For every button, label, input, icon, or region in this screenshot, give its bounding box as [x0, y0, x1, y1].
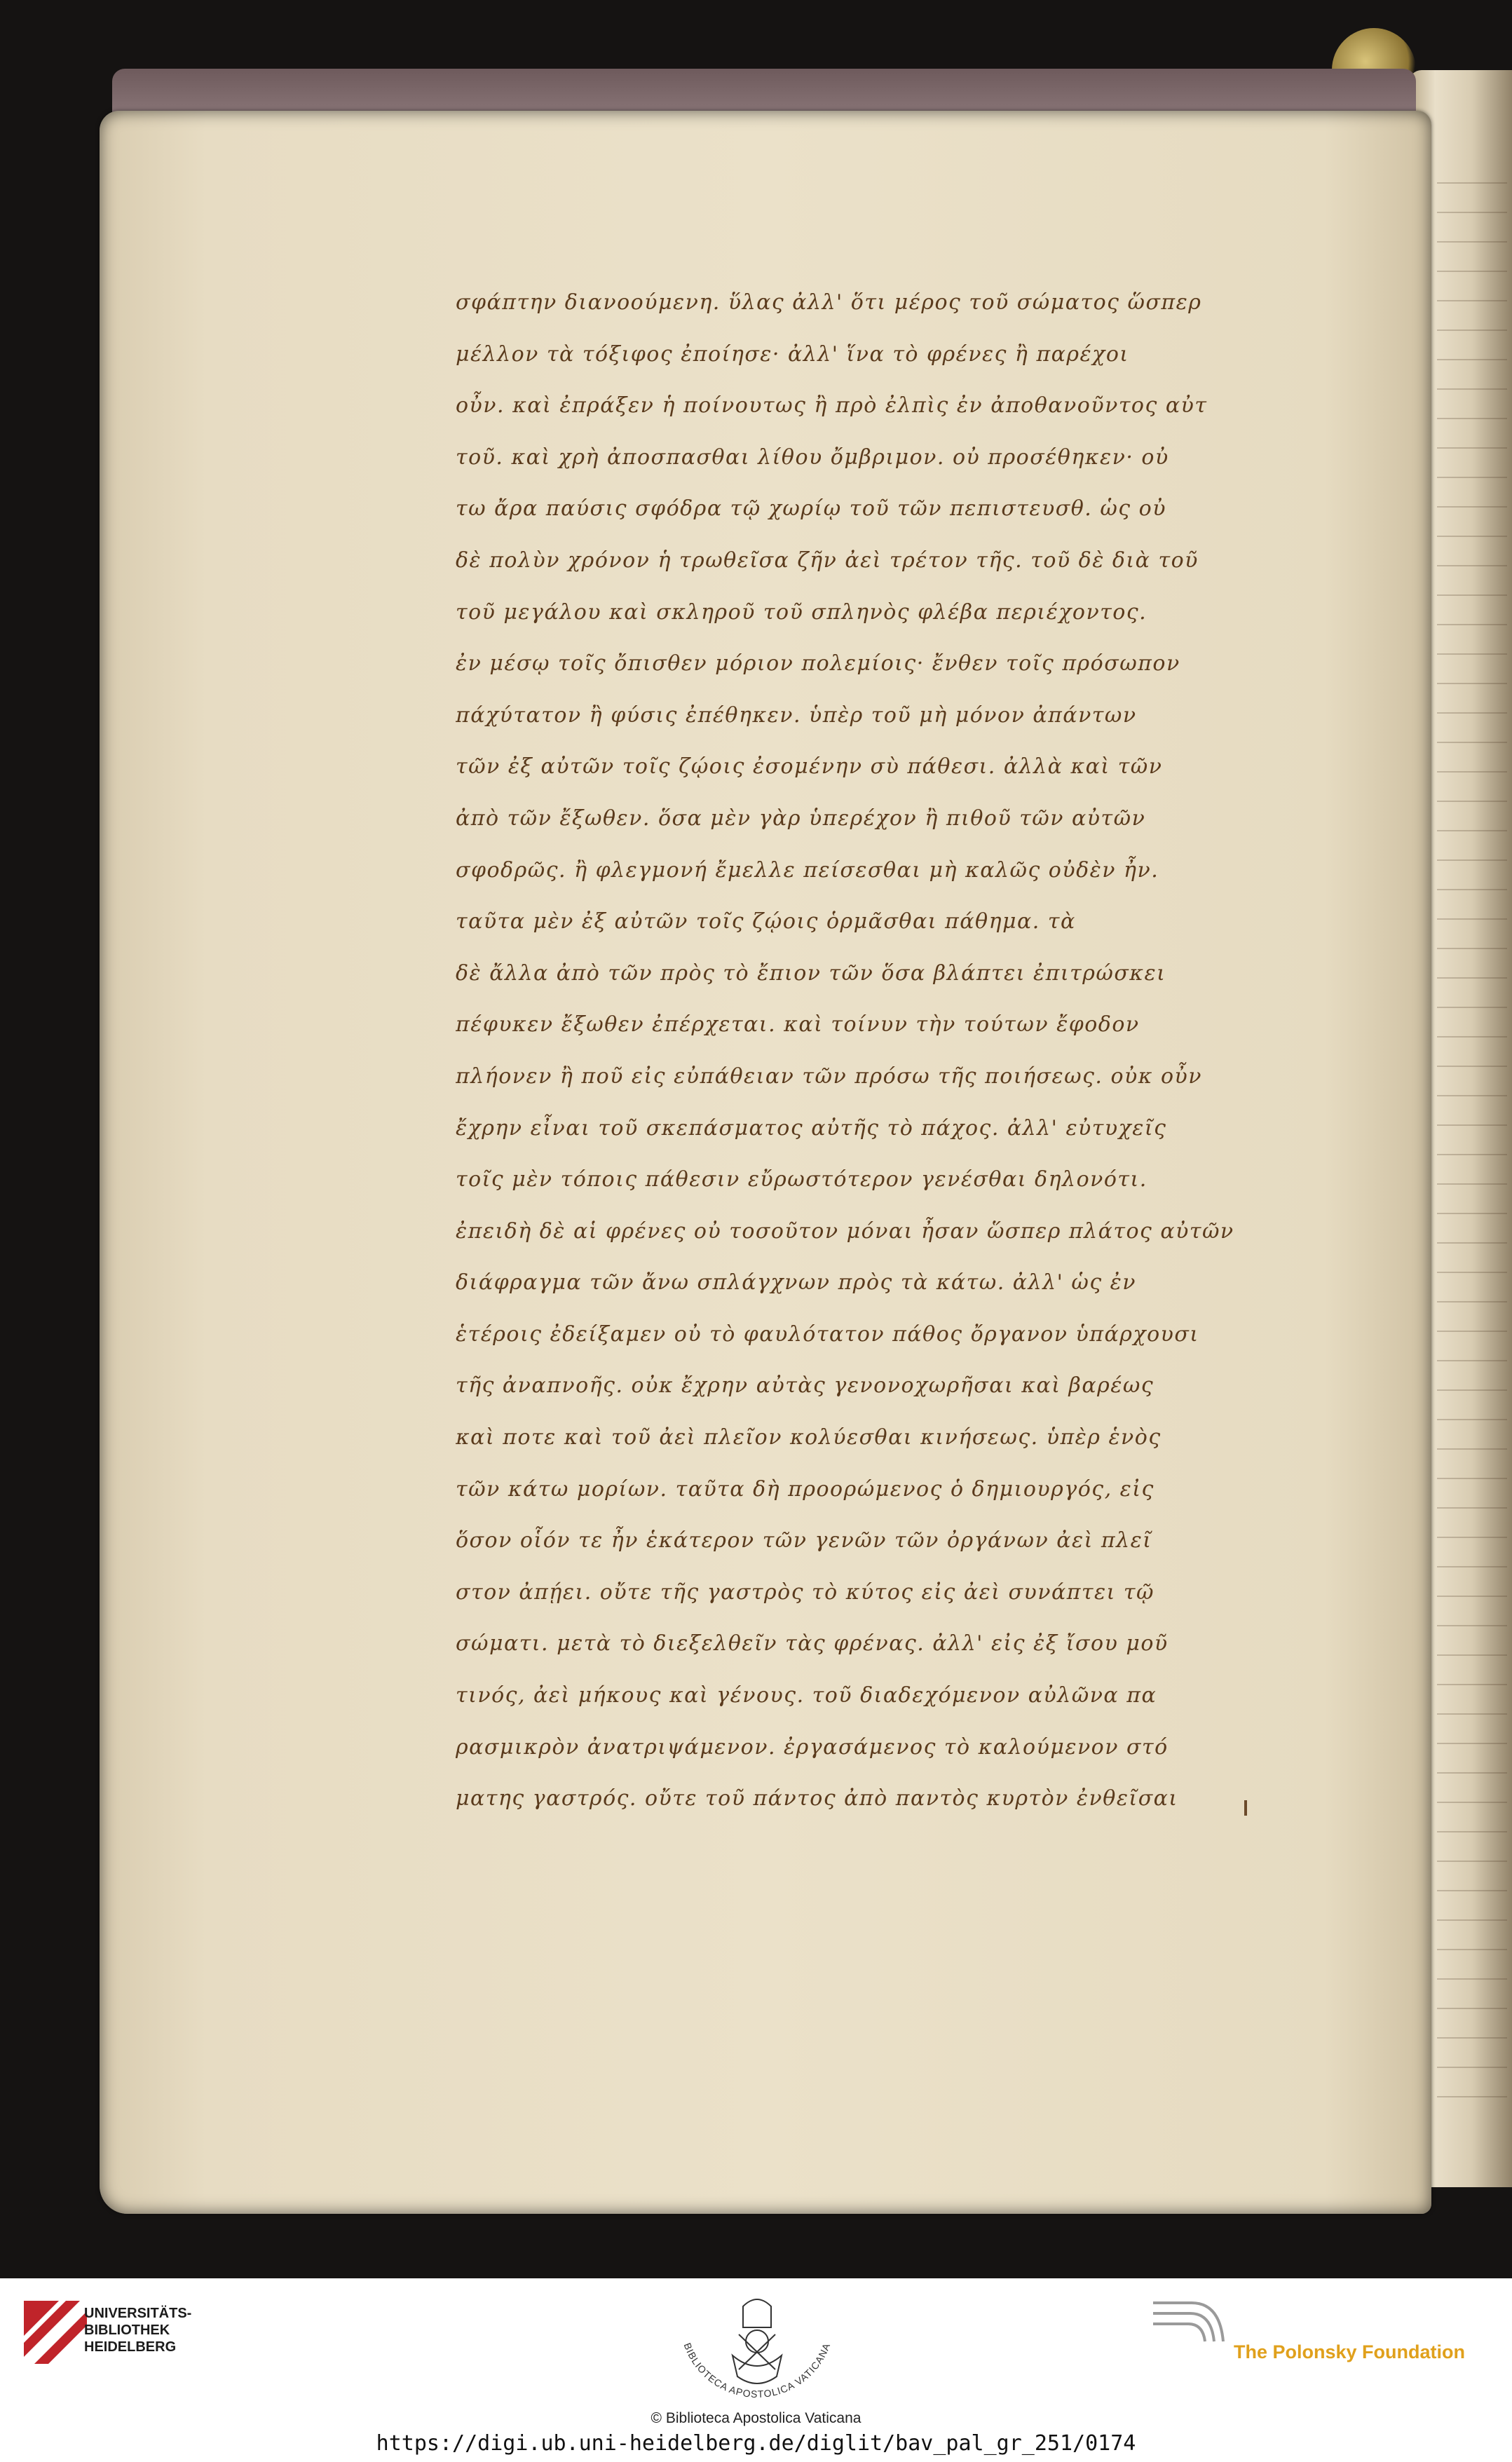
bav-seal-text: BIBLIOTECA APOSTOLICA VATICANA: [681, 2341, 833, 2400]
vatican-library-seal-icon: [666, 2292, 848, 2419]
ub-name-line: UNIVERSITÄTS-: [84, 2306, 192, 2321]
page-url[interactable]: https://digi.ub.uni-heidelberg.de/diglit/bav_pal_gr_251/0174: [376, 2431, 1136, 2456]
manuscript-line: τοῖς μὲν τόποις πάθεσιν εὔρωστότερον γενέσθαι δηλονότι.: [456, 1167, 1147, 1192]
ub-heidelberg-name[interactable]: [84, 2305, 191, 2355]
manuscript-line: ταῦτα μὲν ἐξ αὐτῶν τοῖς ζῴοις ὁρμᾶσθαι πάθημα. τὰ: [456, 909, 1076, 934]
folio-mark: [1244, 1800, 1247, 1816]
manuscript-line: σώματι. μετὰ τὸ διεξελθεῖν τὰς φρένας. ἀλλ' εἰς ἐξ ἴσου μοῦ: [456, 1631, 1169, 1657]
manuscript-line: τῶν ἐξ αὐτῶν τοῖς ζῴοις ἐσομένην σὺ πάθεσι. ἀλλὰ καὶ τῶν: [456, 754, 1163, 780]
footer: [0, 2278, 1512, 2462]
polonsky-foundation-logo-icon[interactable]: [1150, 2292, 1227, 2369]
manuscript-line: οὖν. καὶ ἐπράξεν ἡ ποίνουτως ἢ πρὸ ἐλπὶς ἐν ἀποθανοῦντος αὐτ: [456, 393, 1208, 419]
manuscript-text: [456, 277, 1297, 1825]
manuscript-line: τῆς ἀναπνοῆς. οὐκ ἔχρην αὐτὰς γενονοχωρῆσαι καὶ βαρέως: [456, 1373, 1155, 1399]
svg-text:BIBLIOTECA APOSTOLICA VATICANA: [682, 2341, 833, 2400]
manuscript-line: ἔχρην εἶναι τοῦ σκεπάσματος αὐτῆς τὸ πάχος. ἀλλ' εὐτυχεῖς: [456, 1115, 1167, 1141]
manuscript-line: τω ἄρα παύσις σφόδρα τῷ χωρίῳ τοῦ τῶν πεπιστευσθ. ὡς οὐ: [456, 496, 1166, 522]
manuscript-line: μέλλον τὰ τόξιφος ἐποίησε· ἀλλ' ἵνα τὸ φρένες ἢ παρέχοι: [456, 341, 1129, 367]
manuscript-line: ἑτέροις ἐδείξαμεν οὐ τὸ φαυλότατον πάθος ὄργανον ὑπάρχουσι: [456, 1321, 1199, 1347]
manuscript-line: πλήονεν ἢ ποῦ εἰς εὐπάθειαν τῶν πρόσω τῆς ποιήσεως. οὐκ οὖν: [456, 1063, 1203, 1089]
manuscript-line: δὲ ἄλλα ἀπὸ τῶν πρὸς τὸ ἔπιον τῶν ὅσα βλάπτει ἐπιτρώσκει: [456, 960, 1166, 986]
manuscript-line: ἐν μέσῳ τοῖς ὄπισθεν μόριον πολεμίοις· ἔνθεν τοῖς πρόσωπον: [456, 651, 1180, 676]
ub-heidelberg-logo-icon[interactable]: [17, 2294, 94, 2371]
manuscript-line: ἀπὸ τῶν ἔξωθεν. ὅσα μὲν γὰρ ὑπερέχον ἢ πιθοῦ τῶν αὐτῶν: [456, 805, 1146, 831]
manuscript-line: τοῦ. καὶ χρὴ ἀποσπασθαι λίθου ὄμβριμον. οὐ προσέθηκεν· οὐ: [456, 444, 1169, 470]
manuscript-line: καὶ ποτε καὶ τοῦ ἀεὶ πλεῖον κολύεσθαι κινήσεως. ὑπὲρ ἑνὸς: [456, 1425, 1162, 1450]
manuscript-line: σφάπτην διανοούμενη. ὕλας ἀλλ' ὅτι μέρος τοῦ σώματος ὥσπερ: [456, 290, 1202, 315]
manuscript-line: στον ἀπῄει. οὔτε τῆς γαστρὸς τὸ κύτος εἰς ἀεὶ συνάπτει τῷ: [456, 1579, 1155, 1605]
manuscript-line: ρασμικρὸν ἀνατριψάμενον. ἐργασάμενος τὸ καλούμενον στό: [456, 1734, 1169, 1760]
polonsky-foundation-name[interactable]: The Polonsky Foundation: [1234, 2341, 1465, 2362]
manuscript-line: τῶν κάτω μορίων. ταῦτα δὴ προορώμενος ὁ δημιουργός, εἰς: [456, 1476, 1155, 1502]
manuscript-line: δὲ πολὺν χρόνον ἡ τρωθεῖσα ζῆν ἀεὶ τρέτον τῆς. τοῦ δὲ διὰ τοῦ: [456, 548, 1199, 573]
manuscript-line: τινός, ἀεὶ μήκους καὶ γένους. τοῦ διαδεχόμενον αὐλῶνα πα: [456, 1683, 1157, 1708]
manuscript-line: ματης γαστρός. οὔτε τοῦ πάντος ἀπὸ παντὸς κυρτὸν ἐνθεῖσαι: [456, 1786, 1178, 1811]
ub-name-line: BIBLIOTHEK: [84, 2322, 170, 2338]
manuscript-line: πάχύτατον ἢ φύσις ἐπέθηκεν. ὑπὲρ τοῦ μὴ μόνον ἀπάντων: [456, 702, 1137, 728]
manuscript-line: τοῦ μεγάλου καὶ σκληροῦ τοῦ σπληνὸς φλέβα περιέχοντος.: [456, 599, 1147, 625]
manuscript-line: ἐπειδὴ δὲ αἱ φρένες οὐ τοσοῦτον μόναι ἦσαν ὥσπερ πλάτος αὐτῶν: [456, 1218, 1234, 1244]
manuscript-line: διάφραγμα τῶν ἄνω σπλάγχνων πρὸς τὰ κάτω. ἀλλ' ὡς ἐν: [456, 1270, 1136, 1295]
manuscript-line: πέφυκεν ἔξωθεν ἐπέρχεται. καὶ τοίνυν τὴν τούτων ἔφοδον: [456, 1012, 1140, 1038]
bav-copyright: © Biblioteca Apostolica Vaticana: [651, 2410, 861, 2426]
manuscript-line: σφοδρῶς. ἢ φλεγμονή ἔμελλε πείσεσθαι μὴ καλῶς οὐδὲν ἦν.: [456, 857, 1159, 883]
manuscript-line: ὅσον οἷόν τε ἦν ἑκάτερον τῶν γενῶν τῶν ὀργάνων ἀεὶ πλεῖ: [456, 1528, 1152, 1553]
ub-name-line: HEIDELBERG: [84, 2339, 177, 2355]
